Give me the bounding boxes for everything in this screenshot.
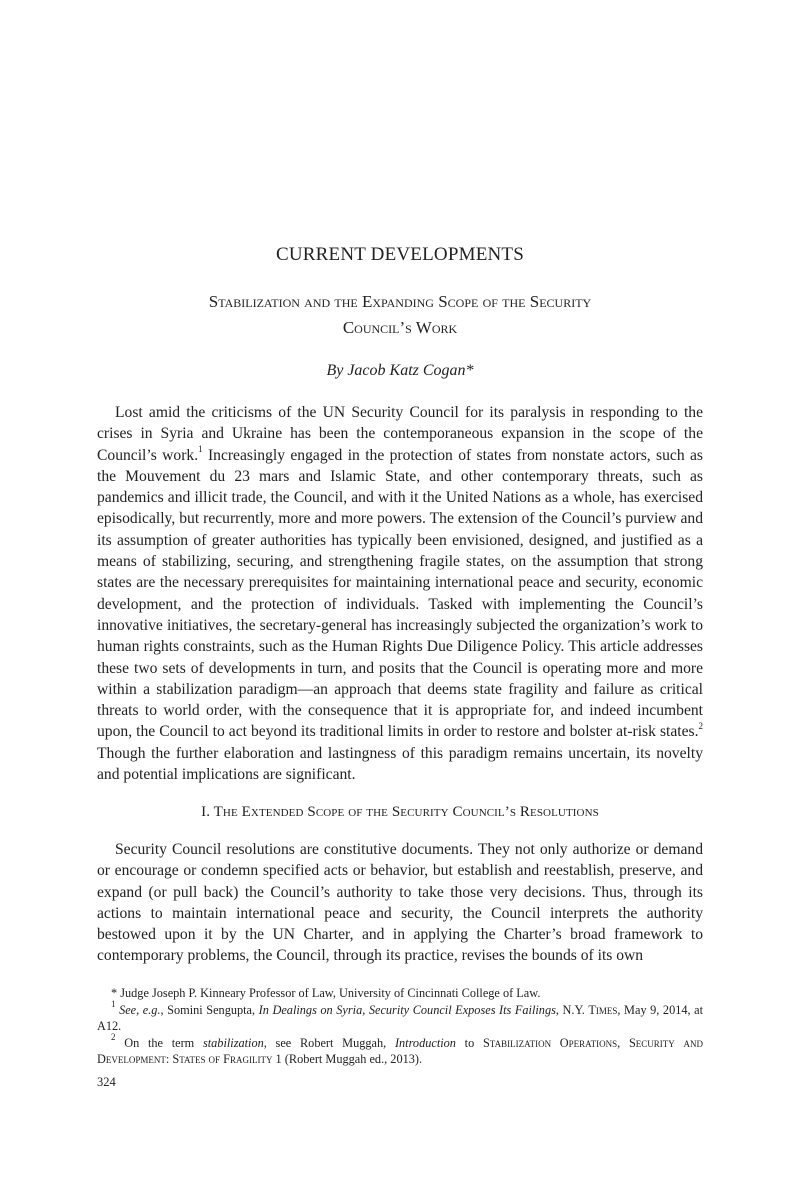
p1-text-b: Increasingly engaged in the protection of states from nonstate actors, such as the Mouvement du 23 mars and Islamic State, and other contemporary threats, such as pandemics and illicit trade, the Council, and with it the United Nations as a whole, has exercised episodically, but recurrently, more and more powers. The extension of the Council’s purview and its assumption of greater authorities has typically been envisioned, designed, and justified as a means of stabilizing, securing, and strengthening fragile states, on the assumption that strong states are the necessary prerequisites for maintaining international peace and security, economic development, and the protection of individuals. Tasked with implementing the Council’s innovative initiatives, the secretary-general has increasingly subjected the organization’s work to human rights constraints, such as the Human Rights Due Diligence Policy. This article addresses these two sets of developments in turn, and posits that the Council is operating more and more within a stabilization paradigm—an approach that deems state fragility and failure as critical threats to world order, with the consequence that it is appropriate for, and indeed incumbent upon, the Council to act beyond its traditional limits in order to restore and bolster at-risk states. — [97, 446, 703, 741]
footnotes — [97, 985, 703, 1068]
footnote-1-rest: , May 9, 2014, at A12. — [97, 1002, 704, 1033]
footnote-2 — [97, 1032, 704, 1068]
body-paragraph-1 — [97, 402, 703, 785]
footnote-1-sep1: , Somini Sengupta, — [160, 1002, 259, 1017]
footnote-1-number: 1 — [111, 999, 116, 1010]
page-number: 324 — [97, 1075, 116, 1089]
article-title-line-1: Stabilization and the Expanding Scope of the Security — [208, 292, 592, 311]
footnote-star: * Judge Joseph P. Kinneary Professor of Law, University of Cincinnati College of Law. — [111, 986, 541, 1000]
footnote-1-eg: , e.g. — [136, 1002, 161, 1017]
footnote-2-pre: On the term — [124, 1035, 203, 1050]
section-heading: I. The Extended Scope of the Security Council’s Resolutions — [201, 804, 599, 820]
footnote-1-paper: Times — [588, 1002, 618, 1017]
footnote-1-see: See — [119, 1002, 137, 1017]
footnote-1 — [97, 999, 704, 1035]
footnote-2-to: to — [455, 1035, 483, 1050]
footnote-2-rest: 1 (Robert Muggah ed., 2013). — [272, 1052, 423, 1066]
footnote-1-sep2: , N.Y. — [555, 1002, 589, 1017]
footnote-2-term: stabilization — [202, 1035, 264, 1050]
footnote-2-book: Stabilization Operations, Security and Development: States of Fragility — [97, 1035, 704, 1066]
footnote-2-number: 2 — [111, 1032, 116, 1043]
p1-text-a: Lost amid the criticisms of the UN Security Council for its paralysis in responding to the crises in Syria and Ukraine has been the contemporaneous expansion in the scope of the Council’s work. — [97, 404, 703, 464]
footnote-2-intro: Introduction — [394, 1035, 456, 1050]
footnote-ref-1[interactable]: 1 — [198, 444, 203, 455]
body-paragraph-2: Security Council resolutions are constitutive documents. They not only authorize or demand or encourage or condemn specified acts or behavior, but establish and reestablish, preserve, and expand (or pull back) the Council’s authority to take those very decisions. Thus, through its actions to maintain international peace and security, the Council interprets the authority bestowed upon it by the UN Charter, and in applying the Charter’s broad framework to contemporary problems, the Council, through its practice, revises the bounds of its own — [97, 841, 703, 965]
footnote-1-article: In Dealings on Syria, Security Council Exposes Its Failings — [258, 1002, 556, 1017]
section-title: CURRENT DEVELOPMENTS — [275, 244, 525, 265]
p1-text-c: Though the further elaboration and lastingness of this paradigm remains uncertain, its novelty and potential implications are significant. — [97, 744, 703, 784]
byline: By Jacob Katz Cogan* — [326, 362, 474, 379]
article-title — [97, 289, 703, 341]
footnote-2-mid: , see Robert Muggah, — [263, 1035, 395, 1050]
article-title-line-2: Council’s Work — [342, 318, 458, 337]
footnote-ref-2[interactable]: 2 — [698, 721, 703, 732]
